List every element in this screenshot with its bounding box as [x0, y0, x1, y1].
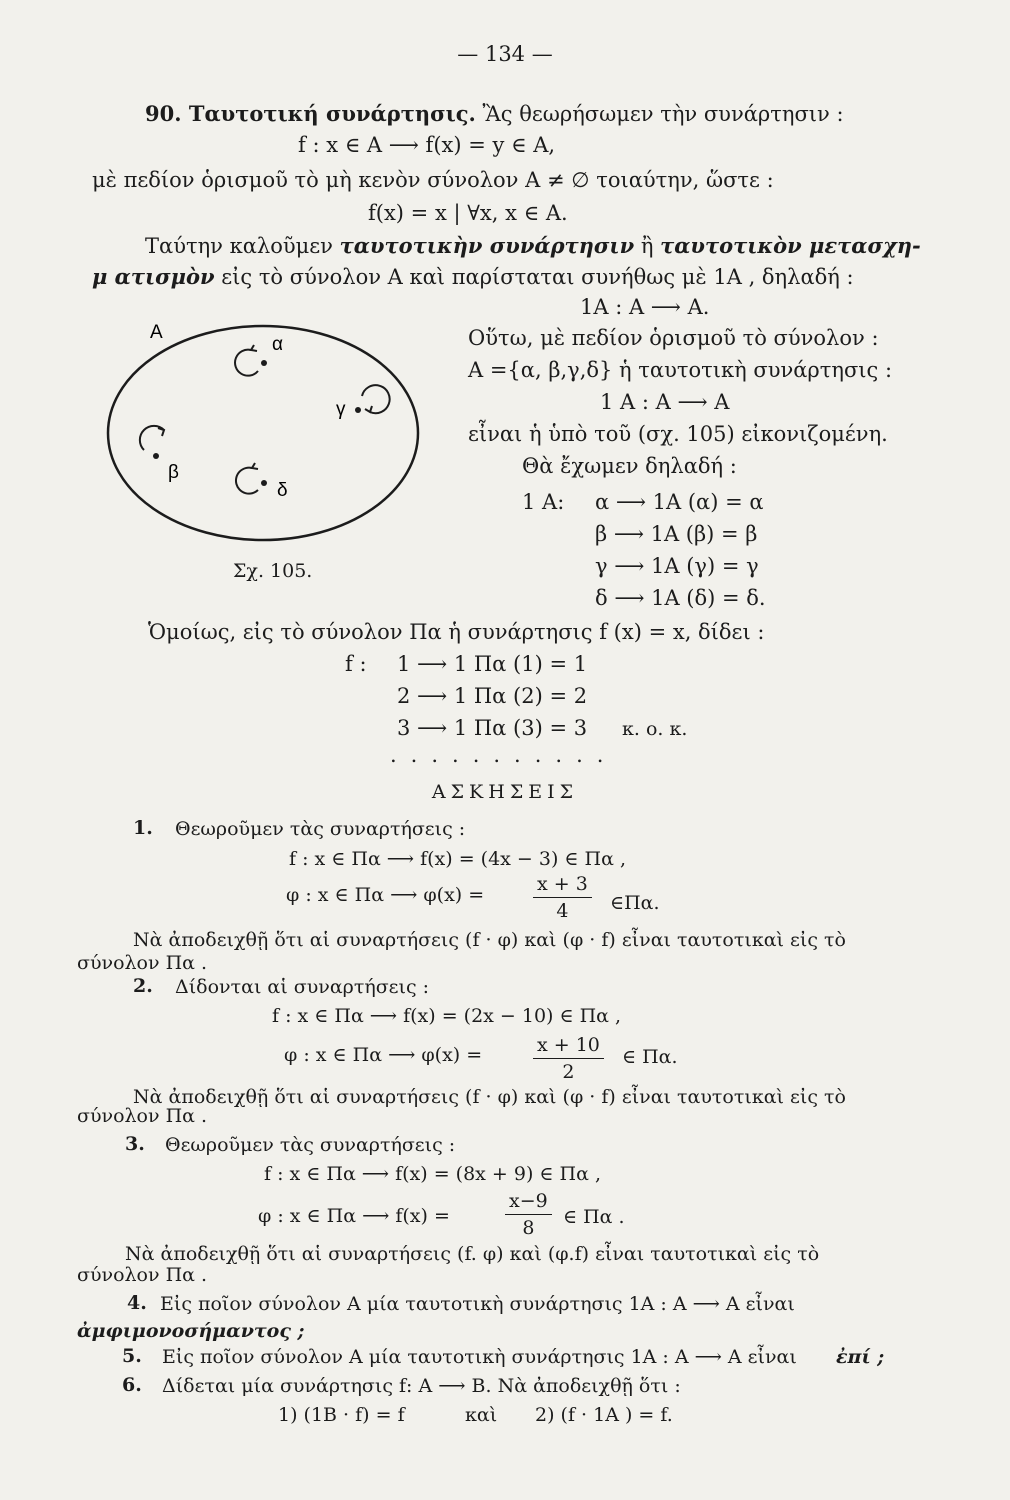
mapping-label: 1 A:	[522, 490, 565, 514]
set-diagram	[100, 318, 440, 568]
exercise-3-prove-end: σύνολον Πα .	[77, 1264, 208, 1286]
exercise-2-denominator: 2	[562, 1061, 575, 1083]
example-intro: Οὕτω, μὲ πεδίον ὁρισμοῦ τὸ σύνολον :	[468, 326, 879, 350]
exercise-1-prove-end: σύνολον Πα .	[77, 952, 208, 974]
exercise-1-fraction	[533, 873, 592, 922]
mapping-alpha: α ⟶ 1A (α) = α	[595, 490, 764, 514]
element-dot-alpha	[261, 360, 267, 366]
exercise-2-phi: φ : x ∈ Πα ⟶ φ(x) =	[284, 1044, 483, 1066]
exercise-3-intro: Θεωροῦμεν τὰς συναρτήσεις :	[165, 1134, 456, 1156]
exercise-5-text: Εἰς ποῖον σύνολον A μία ταυτοτικὴ συνάρτησις 1A : A ⟶ A εἶναι	[162, 1346, 797, 1368]
mapping-gamma: γ ⟶ 1A (γ) = γ	[595, 554, 759, 578]
example-set: A ={α, β,γ,δ} ἡ ταυτοτικὴ συνάρτησις :	[468, 358, 893, 382]
pi-etc: κ. ο. κ.	[622, 718, 688, 740]
pi-line-2: 2 ⟶ 1 Πα (2) = 2	[397, 684, 588, 708]
pi-line-1: 1 ⟶ 1 Πα (1) = 1	[397, 652, 588, 676]
exercise-4-text: Εἰς ποῖον σύνολον A μία ταυτοτικὴ συνάρτησις 1A : A ⟶ A εἶναι	[160, 1293, 795, 1315]
naming-rest: εἰς τὸ σύνολον A καὶ παρίσταται συνήθως μὲ 1A , δηλαδή :	[221, 265, 854, 289]
domain-line: μὲ πεδίον ὁρισμοῦ τὸ μὴ κενὸν σύνολον A ≠ ∅ τοιαύτην, ὥστε :	[92, 168, 774, 192]
exercise-2-numerator: x + 10	[533, 1034, 604, 1059]
exercise-1-f: f : x ∈ Πα ⟶ f(x) = (4x − 3) ∈ Πα ,	[289, 848, 626, 870]
mapping-delta: δ ⟶ 1A (δ) = δ.	[595, 586, 766, 610]
term-identity-transformation: ταυτοτικὸν μετασχη-	[660, 233, 921, 258]
exercise-3-phi-set: ∈ Πα .	[563, 1206, 625, 1228]
dot-separator: ...........	[390, 743, 618, 767]
exercise-1-phi: φ : x ∈ Πα ⟶ φ(x) =	[286, 884, 485, 906]
naming-or: ἢ	[640, 234, 654, 258]
exercise-2-number: 2.	[133, 975, 153, 997]
element-delta: δ	[277, 480, 288, 501]
exercise-3-phi: φ : x ∈ Πα ⟶ f(x) =	[258, 1205, 450, 1227]
exercise-2-intro: Δίδονται αἱ συναρτήσεις :	[175, 976, 430, 998]
exercise-2-prove-end: σύνολον Πα .	[77, 1105, 208, 1127]
element-dot-delta	[261, 480, 267, 486]
figure-caption: Σχ. 105.	[233, 560, 313, 582]
exercise-6-part-2: 2) (f · 1A ) = f.	[535, 1404, 673, 1426]
mapping-beta: β ⟶ 1A (β) = β	[595, 522, 758, 546]
naming-line-2	[92, 266, 854, 288]
exercise-2-phi-set: ∈ Πα.	[622, 1046, 678, 1068]
exercise-3-f: f : x ∈ Πα ⟶ f(x) = (8x + 9) ∈ Πα ,	[264, 1163, 601, 1185]
element-dot-gamma	[355, 407, 361, 413]
exercise-4-term: ἀμφιμονοσήμαντος ;	[77, 1320, 305, 1342]
element-gamma: γ	[336, 399, 346, 420]
exercise-2-prove: Νὰ ἀποδειχθῇ ὅτι αἱ συναρτήσεις (f · φ) καὶ (φ · f) εἶναι ταυτοτικαὶ εἰς τὸ	[133, 1086, 846, 1108]
exercise-3-fraction	[505, 1190, 552, 1239]
element-dot-beta	[153, 453, 159, 459]
exercise-6-number: 6.	[122, 1374, 142, 1396]
definition-line: f : x ∈ A ⟶ f(x) = y ∈ A,	[298, 133, 556, 157]
section-heading	[145, 103, 844, 125]
page-number: — 134 —	[457, 42, 553, 66]
exercise-3-number: 3.	[125, 1133, 145, 1155]
term-identity-transformation-end: μ ατισμὸν	[92, 264, 215, 289]
exercise-1-numerator: x + 3	[533, 873, 592, 898]
identity-formula: f(x) = x | ∀x, x ∈ A.	[368, 201, 568, 225]
exercise-6-text: Δίδεται μία συνάρτησις f: A ⟶ B. Νὰ ἀποδειχθῇ ὅτι :	[162, 1375, 681, 1397]
naming-line	[145, 235, 921, 257]
loop-arrow-delta	[236, 468, 258, 494]
exercise-3-numerator: x−9	[505, 1190, 552, 1215]
loop-arrow-alpha	[235, 350, 258, 376]
exercise-1-denominator: 4	[556, 900, 569, 922]
example-have: Θὰ ἔχωμεν δηλαδή :	[522, 454, 737, 478]
exercise-2-fraction	[533, 1034, 604, 1083]
exercise-3-prove: Νὰ ἀποδειχθῇ ὅτι αἱ συναρτήσεις (f. φ) καὶ (φ.f) εἶναι ταυτοτικαὶ εἰς τὸ	[125, 1243, 820, 1265]
notation-line: 1A : A ⟶ A.	[580, 295, 710, 319]
pi-intro: Ὁμοίως, εἰς τὸ σύνολον Πα ἡ συνάρτησις f (x) = x, δίδει :	[148, 620, 765, 644]
exercise-1-prove: Νὰ ἀποδειχθῇ ὅτι αἱ συναρτήσεις (f · φ) καὶ (φ · f) εἶναι ταυτοτικαὶ εἰς τὸ	[133, 929, 846, 951]
section-intro: Ἂς θεωρήσωμεν τὴν συνάρτησιν :	[482, 102, 844, 126]
element-beta: β	[168, 462, 179, 483]
exercise-5-term: ἐπί ;	[836, 1346, 885, 1368]
exercise-4-number: 4.	[127, 1292, 147, 1314]
pi-line-3: 3 ⟶ 1 Πα (3) = 3	[397, 716, 588, 740]
exercise-2-f: f : x ∈ Πα ⟶ f(x) = (2x − 10) ∈ Πα ,	[272, 1005, 622, 1027]
pi-label: f :	[345, 652, 367, 676]
term-identity-function: ταυτοτικὴν συνάρτησιν	[339, 233, 635, 258]
exercise-6-and: καὶ	[465, 1404, 498, 1426]
exercise-1-intro: Θεωροῦμεν τὰς συναρτήσεις :	[175, 818, 466, 840]
example-figure-ref: εἶναι ἡ ὑπὸ τοῦ (σχ. 105) εἰκονιζομένη.	[468, 422, 888, 446]
set-label: A	[150, 322, 163, 343]
set-ellipse	[108, 326, 418, 540]
exercises-title: ΑΣΚΗΣΕΙΣ	[431, 781, 579, 803]
naming-start: Ταύτην καλοῦμεν	[145, 234, 333, 258]
exercise-1-phi-set: ∈Πα.	[610, 892, 660, 914]
exercise-1-number: 1.	[133, 817, 153, 839]
exercise-5-number: 5.	[122, 1345, 142, 1367]
exercise-6-part-1: 1) (1B · f) = f	[278, 1404, 405, 1426]
example-map: 1 A : A ⟶ A	[600, 390, 730, 414]
section-title: 90. Ταυτοτική συνάρτησις.	[145, 101, 476, 126]
exercise-3-denominator: 8	[522, 1217, 535, 1239]
element-alpha: α	[272, 334, 283, 355]
